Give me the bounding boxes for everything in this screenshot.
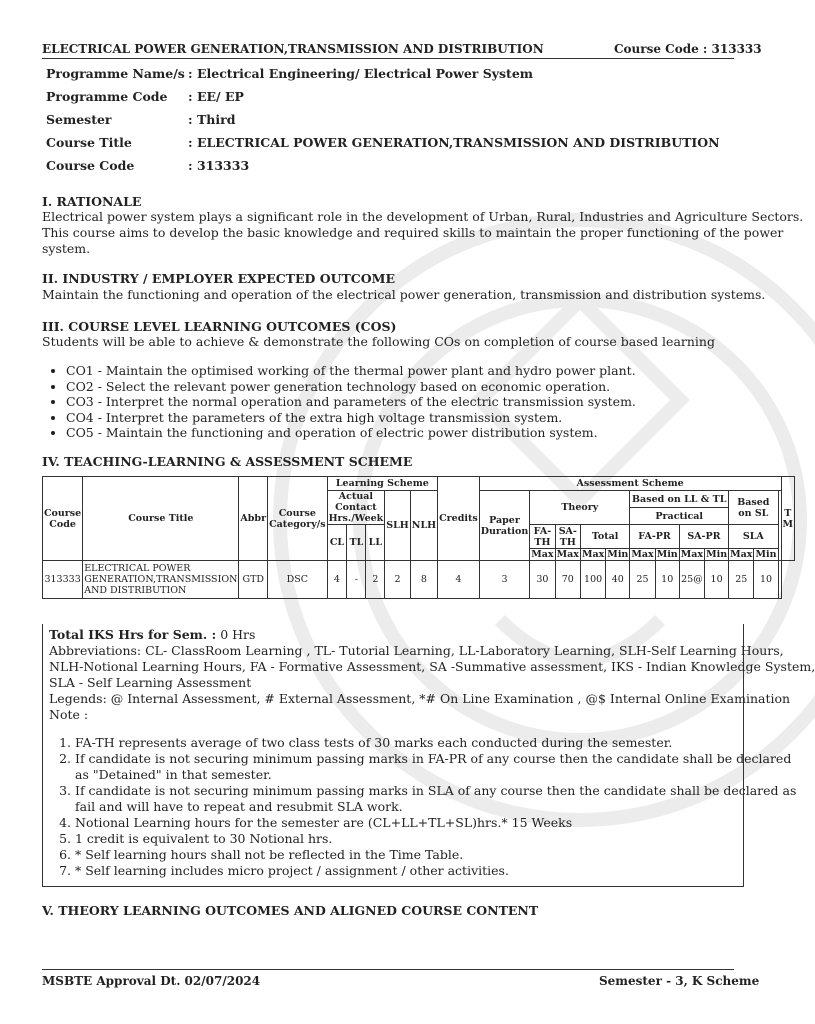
programme-value: : 313333: [188, 158, 250, 173]
industry-heading: II. INDUSTRY / EMPLOYER EXPECTED OUTCOME: [42, 271, 395, 286]
cell-slh: 2: [385, 561, 411, 599]
col-min: Min: [755, 549, 777, 560]
header-title: ELECTRICAL POWER GENERATION,TRANSMISSION AND DISTRIBUTION: [42, 42, 544, 56]
abbreviations-line: Abbreviations: CL- ClassRoom Learning , TL- Tutorial Learning, LL-Laboratory Learning, SLH-Self Learning Hours,: [49, 643, 784, 658]
col-learning-scheme: Learning Scheme: [327, 477, 438, 491]
list-item: • CO5 - Maintain the functioning and operation of electric power distribution system.: [66, 425, 636, 441]
cell-sla-min: 10: [754, 561, 778, 599]
col-max: Max: [581, 549, 605, 560]
iks-label: Total IKS Hrs for Sem. :: [49, 627, 217, 642]
programme-label: Programme Code: [46, 89, 168, 104]
cell-ll: 2: [366, 561, 385, 599]
teaching-scheme-table: [42, 476, 795, 599]
col-course-title: Course Title: [83, 477, 239, 561]
programme-value: : Electrical Engineering/ Electrical Power System: [188, 66, 533, 81]
col-based-sl: Based on SL: [729, 491, 778, 525]
cell-fa-pr-min: 10: [655, 561, 679, 599]
col-nlh: NLH: [410, 491, 437, 561]
col-min: Min: [656, 549, 678, 560]
cell-cl: 4: [327, 561, 347, 599]
cell-fa-th-max: 30: [530, 561, 555, 599]
programme-label: Semester: [46, 112, 112, 127]
cell-fa-pr-max: 25: [630, 561, 655, 599]
rationale-line: This course aims to develop the basic knowledge and required skills to maintain the proper functioning of the power: [42, 225, 784, 240]
col-min: Min: [607, 549, 629, 560]
rationale-heading: I. RATIONALE: [42, 194, 142, 209]
note-label: Note :: [49, 707, 89, 722]
abbreviations-line: NLH-Notional Learning Hours, FA - Formative Assessment, SA -Summative assessment, IKS - Indian Knowledge System,: [49, 659, 815, 674]
cos-intro: Students will be able to achieve & demonstrate the following COs on completion of course based learning: [42, 334, 715, 349]
list-item: 2. If candidate is not securing minimum passing marks in FA-PR of any course then the candidate shall be declared as "Detained" in that semester.: [75, 751, 737, 783]
cell-credits: 4: [438, 561, 480, 599]
cell-paper: 3: [479, 561, 530, 599]
programme-value: : Third: [188, 112, 236, 127]
col-cl: CL: [327, 525, 347, 561]
footer-semester: Semester - 3, K Scheme: [599, 974, 760, 988]
cell-abbr: GTD: [239, 561, 268, 599]
rationale-line: Electrical power system plays a significant role in the development of Urban, Rural, Industries and Agriculture Sectors.: [42, 209, 804, 224]
col-max: Max: [531, 549, 554, 560]
col-total-marks: T M: [781, 477, 795, 561]
col-tl: TL: [347, 525, 366, 561]
footer-approval: MSBTE Approval Dt. 02/07/2024: [42, 974, 261, 988]
cell-title: ELECTRICAL POWER GENERATION,TRANSMISSION AND DISTRIBUTION: [83, 561, 239, 599]
cos-heading: III. COURSE LEVEL LEARNING OUTCOMES (COS): [42, 319, 397, 334]
col-abbr: Abbr: [239, 477, 268, 561]
col-max: Max: [556, 549, 579, 560]
list-item: 6. * Self learning hours shall not be reflected in the Time Table.: [75, 847, 737, 863]
col-sa-pr: SA-PR: [679, 525, 728, 549]
header-course-code: Course Code : 313333: [614, 42, 762, 56]
col-max: Max: [680, 549, 704, 560]
col-min: Min: [706, 549, 728, 560]
col-sla: SLA: [729, 525, 778, 549]
cell-total-max: 100: [580, 561, 605, 599]
theory-heading: V. THEORY LEARNING OUTCOMES AND ALIGNED COURSE CONTENT: [42, 903, 539, 918]
programme-label: Course Title: [46, 135, 132, 150]
cell-sla-max: 25: [729, 561, 754, 599]
col-ll: LL: [366, 525, 385, 561]
industry-text: Maintain the functioning and operation of the electrical power generation, transmission and distribution systems.: [42, 287, 766, 302]
col-credits: Credits: [438, 477, 480, 561]
col-practical: Practical: [630, 508, 729, 525]
cell-sa-th-max: 70: [555, 561, 580, 599]
notes-list: [49, 735, 797, 879]
col-course-code: Course Code: [43, 477, 83, 561]
scheme-heading: IV. TEACHING-LEARNING & ASSESSMENT SCHEME: [42, 454, 413, 469]
list-item: • CO4 - Interpret the parameters of the extra high voltage transmission system.: [66, 410, 636, 426]
col-sa-th: SA-TH: [555, 525, 580, 549]
col-total: Total: [580, 525, 629, 549]
programme-label: Course Code: [46, 158, 135, 173]
list-item: • CO2 - Select the relevant power generation technology based on economic operation.: [66, 379, 636, 395]
col-fa-pr: FA-PR: [630, 525, 679, 549]
cell-total-min: 40: [606, 561, 630, 599]
list-item: • CO1 - Maintain the optimised working of the thermal power plant and hydro power plant.: [66, 363, 636, 379]
col-assessment-scheme: Assessment Scheme: [479, 477, 781, 491]
list-item: 1. FA-TH represents average of two class tests of 30 marks each conducted during the semester.: [75, 735, 737, 751]
cell-sa-pr-max: 25@: [679, 561, 704, 599]
programme-label: Programme Name/s: [46, 66, 185, 81]
cell-category: DSC: [268, 561, 327, 599]
list-item: 3. If candidate is not securing minimum passing marks in SLA of any course then the candidate shall be declared as fail and will have to repeat and resubmit SLA work.: [75, 783, 737, 815]
cell-sa-pr-min: 10: [705, 561, 729, 599]
cell-code: 313333: [43, 561, 83, 599]
iks-hours: [49, 627, 737, 643]
col-actual-contact: Actual Contact Hrs./Week: [328, 491, 384, 524]
col-theory: Theory: [530, 491, 630, 525]
cos-list: [42, 363, 636, 441]
list-item: • CO3 - Interpret the normal operation and parameters of the electric transmission system.: [66, 394, 636, 410]
col-max: Max: [730, 549, 753, 560]
list-item: 5. 1 credit is equivalent to 30 Notional hrs.: [75, 831, 737, 847]
legends-line: Legends: @ Internal Assessment, # External Assessment, *# On Line Examination , @$ Internal Online Examination: [49, 691, 791, 706]
col-based-ll-tl: Based on LL & TL: [630, 491, 729, 508]
table-row: [43, 561, 795, 599]
cell-nlh: 8: [410, 561, 437, 599]
cell-tl: -: [347, 561, 366, 599]
col-category: Course Category/s: [268, 477, 327, 561]
programme-value: : EE/ EP: [188, 89, 244, 104]
col-max: Max: [631, 549, 654, 560]
rationale-line: system.: [42, 241, 91, 256]
rationale-text: [42, 209, 803, 257]
list-item: 7. * Self learning includes micro project / assignment / other activities.: [75, 863, 737, 879]
cell-total-marks: [778, 561, 781, 599]
footer-divider: [42, 969, 734, 970]
programme-value: : ELECTRICAL POWER GENERATION,TRANSMISSION AND DISTRIBUTION: [188, 135, 720, 150]
col-paper-duration: Paper Duration: [479, 491, 530, 561]
iks-value: 0 Hrs: [216, 627, 256, 642]
col-slh: SLH: [385, 491, 411, 561]
notes-box: [42, 624, 815, 887]
list-item: 4. Notional Learning hours for the semester are (CL+LL+TL+SL)hrs.* 15 Weeks: [75, 815, 737, 831]
abbreviations-line: SLA - Self Learning Assessment: [49, 675, 252, 690]
col-fa-th: FA-TH: [530, 525, 555, 549]
